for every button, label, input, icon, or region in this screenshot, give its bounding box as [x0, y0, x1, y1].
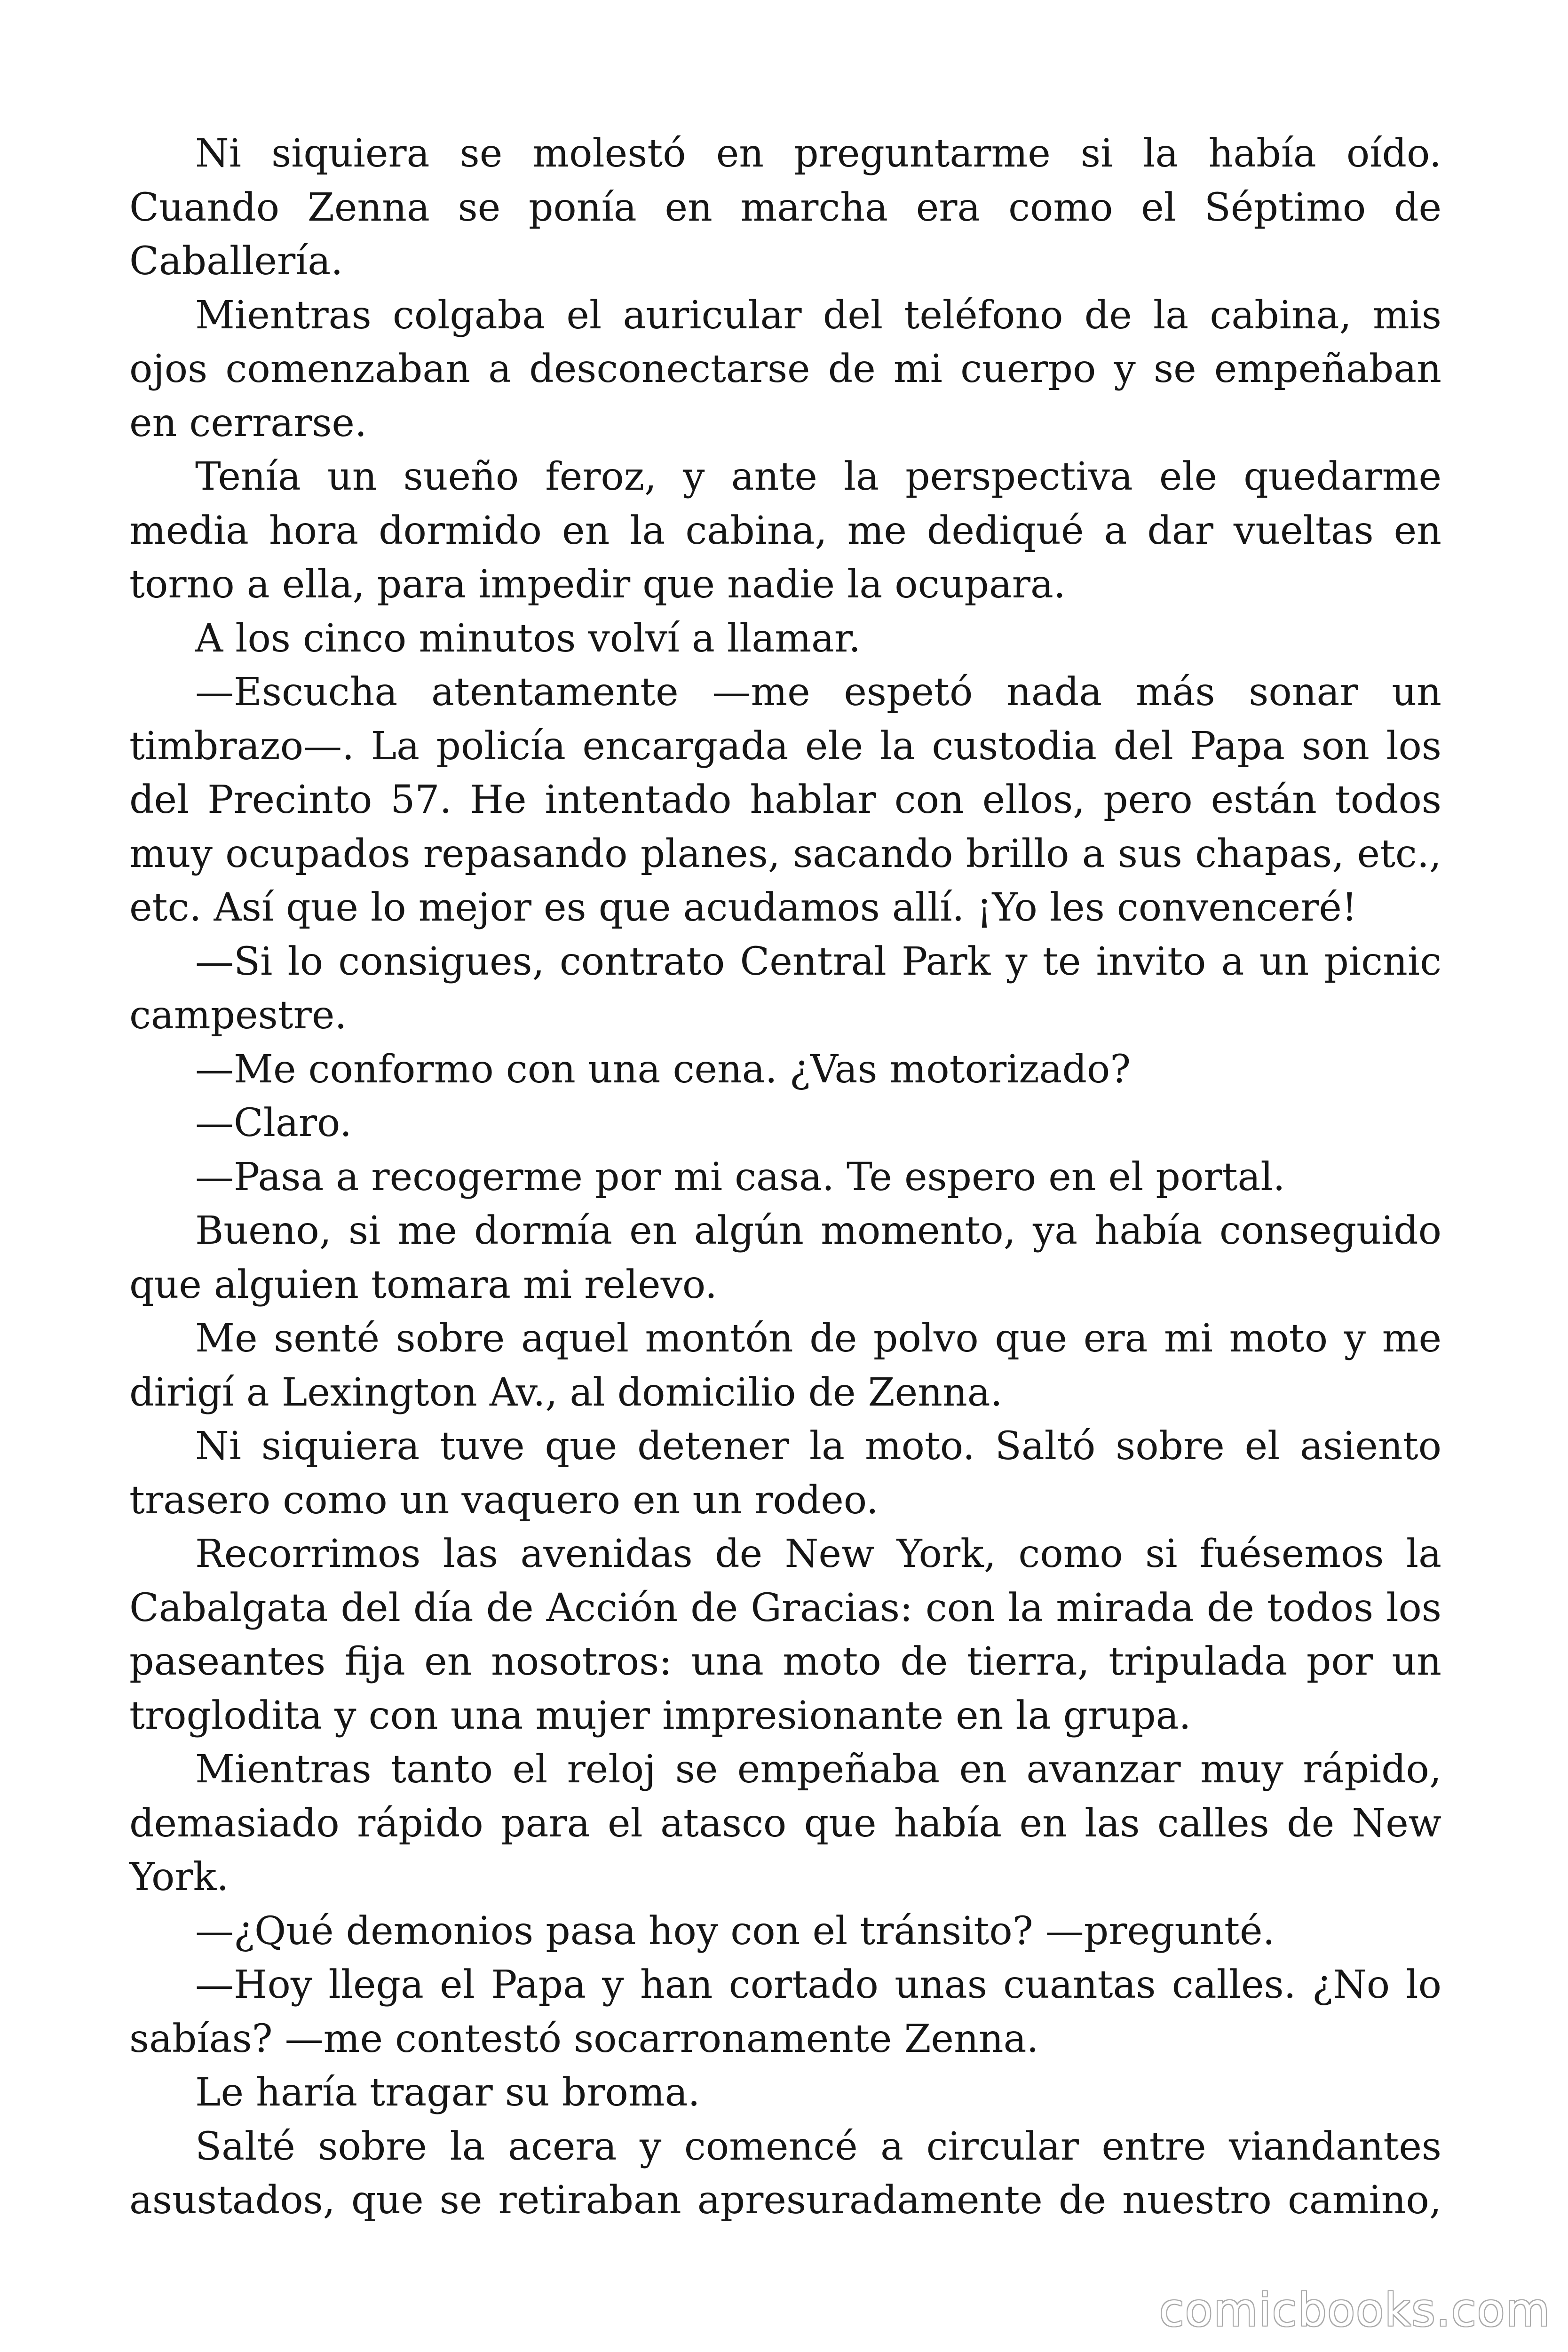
- paragraph-14: Mientras tanto el reloj se empeñaba en avanzar muy rápido, demasiado rápido para el atasco que había en las calles de New York.: [129, 1747, 1441, 1899]
- site-watermark: comicbooks.com: [1159, 2284, 1551, 2336]
- paragraph-7: —Me conformo con una cena. ¿Vas motorizado?: [195, 1047, 1131, 1092]
- paragraph-13: Recorrimos las avenidas de New York, como si fuésemos la Cabalgata del día de Acción de Gracias: con la mirada de todos los paseantes fija en nosotros: una moto de tierra, tripulada por un troglodita y con una mujer impresionante en la grupa.: [129, 1532, 1441, 1738]
- paragraph-5: —Escucha atentamente —me espetó nada más sonar un timbrazo—. La policía encargada ele la custodia del Papa son los del Precinto 57. He intentado hablar con ellos, pero están todos muy ocupados repasando planes, sacando brillo a sus chapas, etc., etc. Así que lo mejor es que acudamos allí. ¡Yo les convenceré!: [129, 670, 1441, 930]
- paragraph-12: Ni siquiera tuve que detener la moto. Saltó sobre el asiento trasero como un vaquero en un rodeo.: [129, 1424, 1441, 1523]
- paragraph-3: Tenía un sueño feroz, y ante la perspectiva ele quedarme media hora dormido en la cabina, me dediqué a dar vueltas en torno a ella, para impedir que nadie la ocupara.: [129, 454, 1441, 607]
- paragraph-6: —Si lo consigues, contrato Central Park y te invito a un picnic campestre.: [129, 939, 1441, 1038]
- book-page-text: [129, 127, 1441, 2228]
- paragraph-2: Mientras colgaba el auricular del teléfono de la cabina, mis ojos comenzaban a desconectarse de mi cuerpo y se empeñaban en cerrarse.: [129, 293, 1441, 445]
- paragraph-10: Bueno, si me dormía en algún momento, ya había conseguido que alguien tomara mi relevo.: [129, 1208, 1441, 1307]
- paragraph-8: —Claro.: [195, 1101, 352, 1145]
- paragraph-11: Me senté sobre aquel montón de polvo que era mi moto y me dirigí a Lexington Av., al domicilio de Zenna.: [129, 1316, 1441, 1415]
- paragraph-9: —Pasa a recogerme por mi casa. Te espero en el portal.: [195, 1154, 1285, 1200]
- paragraph-18: Salté sobre la acera y comencé a circular entre viandantes asustados, que se retiraban apresuradamente de nuestro camino,: [129, 2124, 1441, 2223]
- paragraph-16: —Hoy llega el Papa y han cortado unas cuantas calles. ¿No lo sabías? —me contestó socarronamente Zenna.: [129, 1963, 1441, 2061]
- paragraph-1: Ni siquiera se molestó en preguntarme si la había oído. Cuando Zenna se ponía en marcha era como el Séptimo de Caballería.: [129, 131, 1441, 284]
- paragraph-17: Le haría tragar su broma.: [195, 2070, 700, 2115]
- paragraph-15: —¿Qué demonios pasa hoy con el tránsito? —pregunté.: [195, 1908, 1275, 1954]
- paragraph-4: A los cinco minutos volví a llamar.: [195, 616, 861, 661]
